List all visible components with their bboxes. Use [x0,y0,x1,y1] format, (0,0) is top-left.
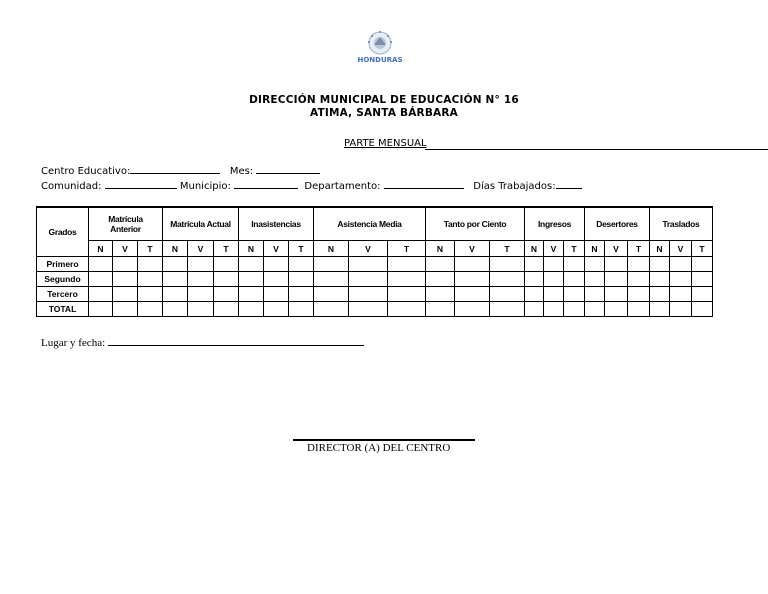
table-row [37,257,713,272]
data-cell[interactable] [544,287,564,302]
data-cell[interactable] [89,287,113,302]
data-cell[interactable] [214,302,239,317]
data-cell[interactable] [89,257,113,272]
data-cell[interactable] [349,272,388,287]
honduras-logo-text: HONDURAS [357,56,403,64]
grado-label: Segundo [37,272,89,287]
data-cell[interactable] [163,302,188,317]
group-header [650,207,713,241]
data-cell[interactable] [564,257,585,272]
data-cell[interactable] [585,302,605,317]
data-cell[interactable] [455,272,490,287]
data-cell[interactable] [564,302,585,317]
data-cell[interactable] [670,302,692,317]
data-cell[interactable] [113,272,138,287]
sub-header-cell: V [605,241,628,257]
fields-row-1 [41,165,320,177]
data-cell[interactable] [628,272,650,287]
data-cell[interactable] [113,287,138,302]
data-cell[interactable] [239,272,264,287]
group-header [314,207,426,241]
group-header [525,207,585,241]
departamento-blank[interactable] [384,180,464,189]
data-cell[interactable] [544,272,564,287]
data-cell[interactable] [349,302,388,317]
signature-label: DIRECTOR (A) DEL CENTRO [307,442,451,454]
sub-header-cell: N [239,241,264,257]
data-cell[interactable] [670,287,692,302]
lugar-fecha-label: Lugar y fecha: [41,337,106,349]
data-cell[interactable] [138,272,163,287]
data-cell[interactable] [605,272,628,287]
data-cell[interactable] [188,302,214,317]
sub-header-cell: T [628,241,650,257]
data-cell[interactable] [239,257,264,272]
data-cell[interactable] [426,302,455,317]
data-cell[interactable] [525,257,544,272]
municipio-blank[interactable] [234,180,298,189]
sub-header-cell: V [455,241,490,257]
data-cell[interactable] [525,272,544,287]
data-cell[interactable] [163,287,188,302]
data-cell[interactable] [544,302,564,317]
data-cell[interactable] [163,257,188,272]
data-cell[interactable] [314,287,349,302]
data-cell[interactable] [314,302,349,317]
data-cell[interactable] [113,302,138,317]
sub-header-cell: N [585,241,605,257]
data-cell[interactable] [264,257,289,272]
table-body [37,257,713,317]
data-cell[interactable] [426,272,455,287]
data-cell[interactable] [605,302,628,317]
data-cell[interactable] [214,287,239,302]
data-cell[interactable] [692,257,713,272]
mes-label: Mes: [229,166,254,177]
grados-header-label: Grados [48,227,77,237]
table-group-header-row [37,207,713,241]
data-cell[interactable] [138,287,163,302]
data-cell[interactable] [138,302,163,317]
data-cell[interactable] [650,272,670,287]
data-cell[interactable] [692,302,713,317]
centro-educativo-label: Centro Educativo: [41,166,131,177]
data-cell[interactable] [670,257,692,272]
centro-educativo-blank[interactable] [130,165,220,174]
data-cell[interactable] [388,287,426,302]
data-cell[interactable] [490,287,525,302]
data-cell[interactable] [490,302,525,317]
group-header [89,207,163,241]
data-cell[interactable] [628,287,650,302]
sub-header-cell: V [188,241,214,257]
lugar-fecha-blank[interactable] [108,336,364,346]
data-cell[interactable] [692,287,713,302]
data-cell[interactable] [490,257,525,272]
signature-line [293,439,475,441]
group-header-label: Tanto por Ciento [443,219,507,229]
data-cell[interactable] [455,257,490,272]
data-cell[interactable] [388,302,426,317]
sub-header-cell: T [388,241,426,257]
honduras-logo [350,28,410,70]
sub-header-cell: N [426,241,455,257]
data-cell[interactable] [605,257,628,272]
data-cell[interactable] [585,272,605,287]
sub-header-cell: T [490,241,525,257]
data-cell[interactable] [525,287,544,302]
data-cell[interactable] [289,287,314,302]
data-cell[interactable] [455,287,490,302]
comunidad-label: Comunidad: [41,181,102,192]
data-cell[interactable] [455,302,490,317]
municipio-label: Municipio: [179,181,231,192]
group-header [585,207,650,241]
data-cell[interactable] [585,257,605,272]
table-row [37,302,713,317]
data-cell[interactable] [605,287,628,302]
data-cell[interactable] [264,287,289,302]
group-header [426,207,525,241]
sub-header-cell: T [138,241,163,257]
table-sub-header-row [37,241,713,257]
data-cell[interactable] [89,272,113,287]
grados-header [37,207,89,257]
sub-header-cell: V [544,241,564,257]
group-header-label: Desertores [596,219,638,229]
data-cell[interactable] [188,272,214,287]
comunidad-blank[interactable] [105,180,177,189]
data-cell[interactable] [188,257,214,272]
data-cell[interactable] [289,272,314,287]
group-header-label: Asistencia Media [337,219,402,229]
data-cell[interactable] [670,272,692,287]
grado-label: Primero [37,257,89,272]
group-header [239,207,314,241]
group-header-label: Matrícula Actual [170,219,231,229]
data-cell[interactable] [264,272,289,287]
sub-header-cell: N [163,241,188,257]
table-row [37,287,713,302]
header-line-1: DIRECCIÓN MUNICIPAL DE EDUCACIÓN N° 16 [249,94,519,106]
group-header [163,207,239,241]
parte-mensual-label: PARTE MENSUAL [344,138,427,149]
data-cell[interactable] [163,272,188,287]
data-cell[interactable] [650,287,670,302]
data-cell[interactable] [628,302,650,317]
sub-header-cell: N [89,241,113,257]
data-cell[interactable] [289,257,314,272]
data-cell[interactable] [214,272,239,287]
sub-header-cell: T [214,241,239,257]
dias-trabajados-blank[interactable] [556,180,582,189]
data-cell[interactable] [188,287,214,302]
group-header-label: Matrícula Anterior [108,214,143,234]
header-line-2: ATIMA, SANTA BÁRBARA [310,107,458,119]
data-cell[interactable] [349,257,388,272]
sub-header-cell: T [692,241,713,257]
data-cell[interactable] [525,302,544,317]
data-cell[interactable] [289,302,314,317]
data-cell[interactable] [314,257,349,272]
sub-header-cell: V [113,241,138,257]
sub-header-cell: N [650,241,670,257]
data-cell[interactable] [214,257,239,272]
data-cell[interactable] [544,257,564,272]
sub-header-cell: V [670,241,692,257]
sub-header-cell: V [264,241,289,257]
data-cell[interactable] [388,272,426,287]
data-cell[interactable] [585,287,605,302]
grado-label: Tercero [37,287,89,302]
grado-label: TOTAL [37,302,89,317]
data-cell[interactable] [89,302,113,317]
group-header-label: Inasistencias [251,219,301,229]
dias-trabajados-label: Días Trabajados: [473,181,556,192]
sub-header-cell: T [564,241,585,257]
data-cell[interactable] [138,257,163,272]
data-cell[interactable] [564,272,585,287]
data-cell[interactable] [628,257,650,272]
data-cell[interactable] [239,302,264,317]
data-cell[interactable] [264,302,289,317]
sub-header-cell: N [525,241,544,257]
group-header-label: Traslados [662,219,700,229]
group-header-label: Ingresos [537,219,572,229]
mes-blank[interactable] [256,165,320,174]
lugar-fecha-row [41,336,364,349]
data-cell[interactable] [650,302,670,317]
sub-header-cell: N [314,241,349,257]
data-cell[interactable] [692,272,713,287]
monthly-report-table [36,206,713,317]
table-row [37,272,713,287]
parte-mensual-title [344,138,427,149]
departamento-label: Departamento: [304,181,381,192]
sub-header-cell: T [289,241,314,257]
data-cell[interactable] [388,257,426,272]
data-cell[interactable] [564,287,585,302]
data-cell[interactable] [490,272,525,287]
fields-row-2 [41,180,582,192]
data-cell[interactable] [426,287,455,302]
data-cell[interactable] [650,257,670,272]
data-cell[interactable] [239,287,264,302]
data-cell[interactable] [349,287,388,302]
sub-header-cell: V [349,241,388,257]
parte-mensual-underline [425,149,768,150]
data-cell[interactable] [113,257,138,272]
data-cell[interactable] [426,257,455,272]
data-cell[interactable] [314,272,349,287]
